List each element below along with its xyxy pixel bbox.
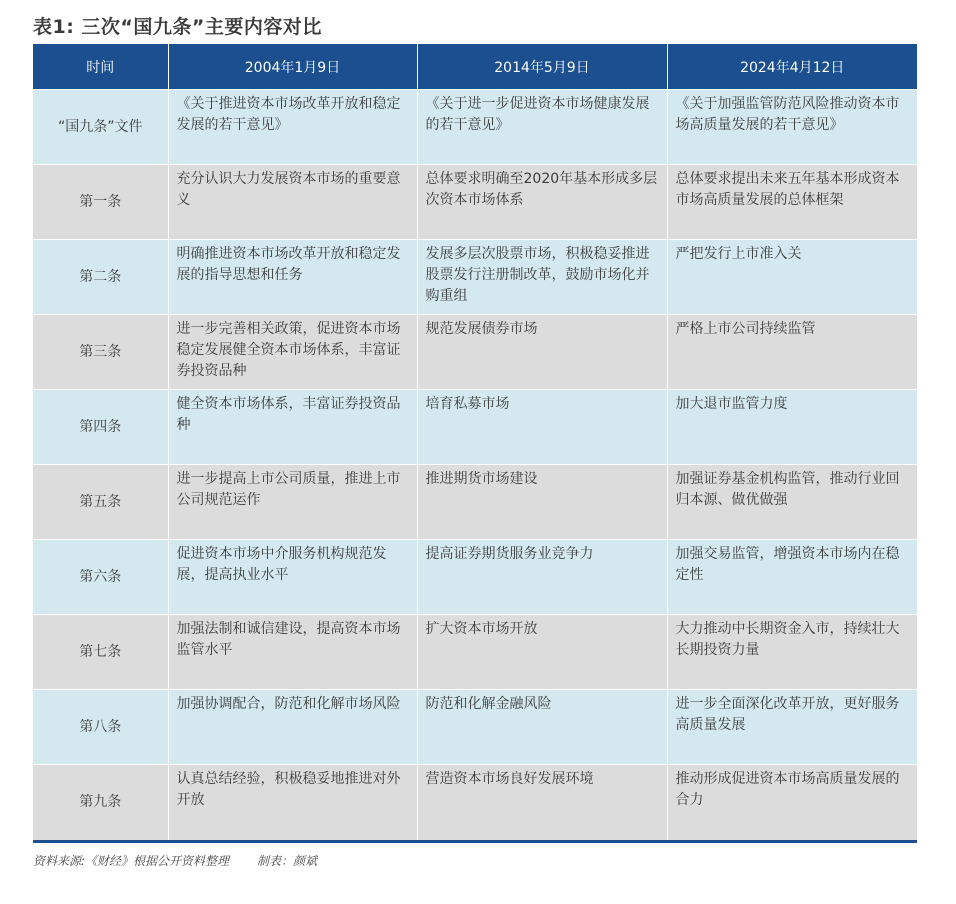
cell-2004: 进一步提高上市公司质量，推进上市公司规范运作	[168, 465, 417, 540]
table-row	[33, 315, 917, 390]
table-row	[33, 465, 917, 540]
table-row	[33, 240, 917, 315]
cell-2024: 加强证券基金机构监管，推动行业回归本源、做优做强	[667, 465, 917, 540]
cell-2004: 《关于推进资本市场改革开放和稳定发展的若干意见》	[168, 90, 417, 165]
comparison-table-container	[33, 44, 917, 843]
row-label: 第一条	[33, 165, 168, 240]
table-row	[33, 690, 917, 765]
table-row	[33, 90, 917, 165]
header-cell-2024: 2024年4月12日	[667, 44, 917, 90]
cell-2014: 规范发展债券市场	[417, 315, 667, 390]
cell-2024: 加大退市监管力度	[667, 390, 917, 465]
row-label: 第九条	[33, 765, 168, 840]
cell-2024: 大力推动中长期资金入市，持续壮大长期投资力量	[667, 615, 917, 690]
table-bottom-rule	[33, 840, 917, 843]
cell-2024: 严把发行上市准入关	[667, 240, 917, 315]
cell-2014: 《关于进一步促进资本市场健康发展的若干意见》	[417, 90, 667, 165]
source-text: 资料来源:《财经》根据公开资料整理	[33, 854, 230, 868]
cell-2004: 加强法制和诚信建设，提高资本市场监管水平	[168, 615, 417, 690]
table-row	[33, 765, 917, 840]
cell-2024: 加强交易监管，增强资本市场内在稳定性	[667, 540, 917, 615]
row-label: 第七条	[33, 615, 168, 690]
cell-2014: 培育私募市场	[417, 390, 667, 465]
comparison-table	[33, 44, 917, 840]
cell-2014: 发展多层次股票市场，积极稳妥推进股票发行注册制改革，鼓励市场化并购重组	[417, 240, 667, 315]
table-row	[33, 390, 917, 465]
header-cell-2004: 2004年1月9日	[168, 44, 417, 90]
row-label: 第三条	[33, 315, 168, 390]
row-label: 第四条	[33, 390, 168, 465]
table-body	[33, 90, 917, 840]
row-label: 第六条	[33, 540, 168, 615]
cell-2014: 提高证券期货服务业竞争力	[417, 540, 667, 615]
table-title: 表1: 三次“国九条”主要内容对比	[33, 16, 322, 38]
cell-2004: 进一步完善相关政策，促进资本市场稳定发展健全资本市场体系，丰富证券投资品种	[168, 315, 417, 390]
cell-2014: 扩大资本市场开放	[417, 615, 667, 690]
cell-2024: 总体要求提出未来五年基本形成资本市场高质量发展的总体框架	[667, 165, 917, 240]
cell-2004: 充分认识大力发展资本市场的重要意义	[168, 165, 417, 240]
row-label: 第八条	[33, 690, 168, 765]
cell-2024: 推动形成促进资本市场高质量发展的合力	[667, 765, 917, 840]
cell-2024: 《关于加强监管防范风险推动资本市场高质量发展的若干意见》	[667, 90, 917, 165]
table-row	[33, 615, 917, 690]
cell-2014: 营造资本市场良好发展环境	[417, 765, 667, 840]
cell-2014: 推进期货市场建设	[417, 465, 667, 540]
row-label: 第五条	[33, 465, 168, 540]
table-row	[33, 540, 917, 615]
cell-2004: 加强协调配合，防范和化解市场风险	[168, 690, 417, 765]
header-cell-2014: 2014年5月9日	[417, 44, 667, 90]
cell-2024: 进一步全面深化改革开放，更好服务高质量发展	[667, 690, 917, 765]
row-label: 第二条	[33, 240, 168, 315]
cell-2014: 总体要求明确至2020年基本形成多层次资本市场体系	[417, 165, 667, 240]
cell-2014: 防范和化解金融风险	[417, 690, 667, 765]
source-note	[33, 852, 317, 869]
cell-2004: 认真总结经验，积极稳妥地推进对外开放	[168, 765, 417, 840]
cell-2004: 健全资本市场体系，丰富证券投资品种	[168, 390, 417, 465]
table-row	[33, 165, 917, 240]
table-header	[33, 44, 917, 90]
header-cell-time: 时间	[33, 44, 168, 90]
cell-2004: 明确推进资本市场改革开放和稳定发展的指导思想和任务	[168, 240, 417, 315]
author-text: 制表：颜斌	[257, 854, 318, 868]
cell-2004: 促进资本市场中介服务机构规范发展，提高执业水平	[168, 540, 417, 615]
cell-2024: 严格上市公司持续监管	[667, 315, 917, 390]
row-label: “国九条”文件	[33, 90, 168, 165]
header-row	[33, 44, 917, 90]
